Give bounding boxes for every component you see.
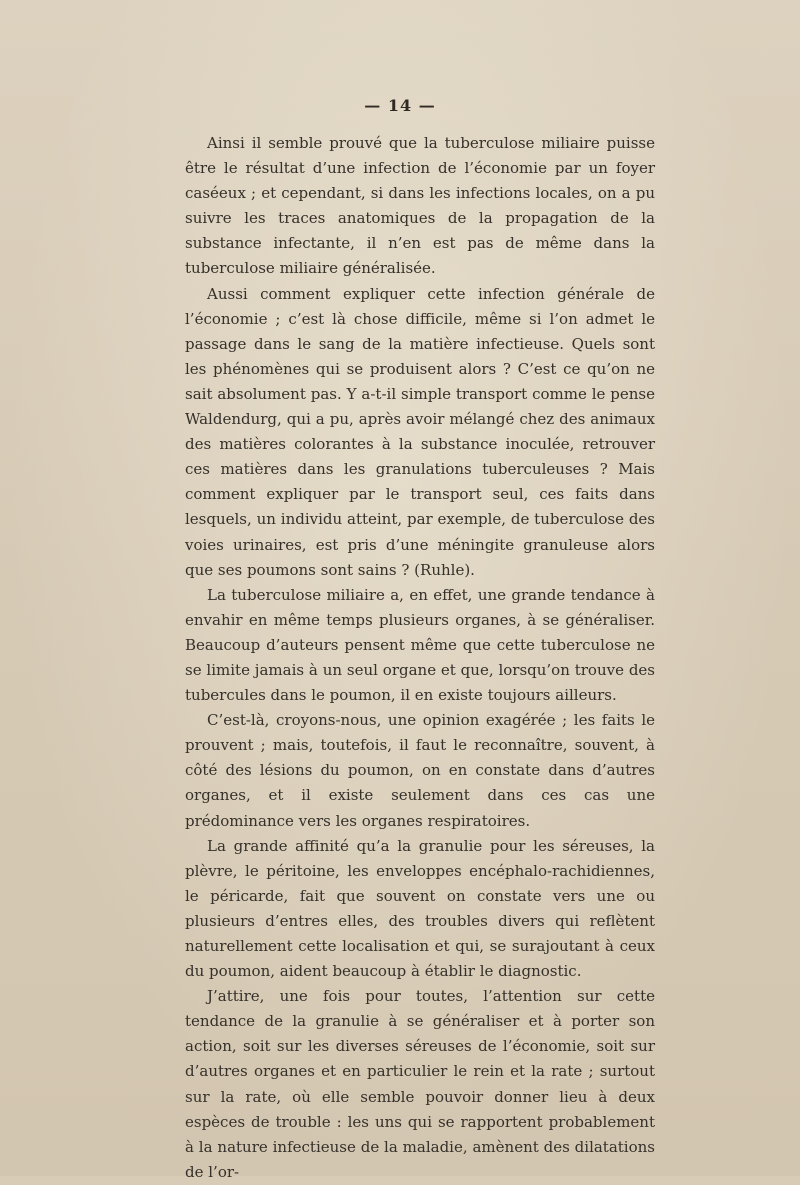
page-number: — 14 —	[364, 96, 436, 115]
paragraph-1: Ainsi il semble prouvé que la tuberculose miliaire puisse être le résultat d’une infection de l’économie par un foyer caséeux ; et cependant, si dans les infections locales, on a pu suivre les traces anatomiques de la propagation de la substance infectante, il n’en est pas de même dans la tuberculose miliaire généralisée.	[185, 134, 655, 278]
paragraph-4: C’est-là, croyons-nous, une opinion exagérée ; les faits le prouvent ; mais, toutefois, il faut le reconnaître, souvent, à côté des lésions du poumon, on en constate dans d’autres organes, et il existe seulement dans ces cas une prédominance vers les organes respiratoires.	[185, 711, 655, 830]
paragraph-3: La tuberculose miliaire a, en effet, une grande tendance à envahir en même temps plusieurs organes, à se généraliser. Beaucoup d’auteurs pensent même que cette tuberculose ne se limite jamais à un seul organe et que, lorsqu’on trouve des tubercules dans le poumon, il en existe toujours ailleurs.	[185, 585, 655, 705]
paragraph-2: Aussi comment expliquer cette infection générale de l’économie ; c’est là chose difficile, même si l’on admet le passage dans le sang de la matière infectieuse. Quels sont les phénomènes qui se produisent alors ? C’est ce qu’on ne sait absolument pas. Y a-t-il simple transport comme le pense Waldendurg, qui a pu, après avoir mélangé chez des animaux des matières colorantes à la substance inoculée, retrouver ces matières dans les granulations tuberculeuses ? Mais comment expliquer par le transport seul, ces faits dans lesquels, un individu atteint, par exemple, de tuberculose des voies urinaires, est pris d’une méningite granuleuse alors que ses poumons sont sains ? (Ruhle).	[185, 284, 655, 579]
paragraph-5: La grande affinité qu’a la granulie pour les séreuses, la plèvre, le péritoine, les enveloppes encéphalo-rachidiennes, le péricarde, fait que souvent on constate vers une ou plusieurs d’entres elles, des troubles divers qui reflètent naturellement cette localisation et qui, se surajoutant à ceux du poumon, aident beaucoup à établir le diagnostic.	[185, 836, 655, 981]
body-text	[185, 131, 655, 1185]
paragraph-6: J’attire, une fois pour toutes, l’attention sur cette tendance de la granulie à se généraliser et à porter son action, soit sur les diverses séreuses de l’économie, soit sur d’autres organes et en particulier le rein et la rate ; surtout sur la rate, où elle semble pouvoir donner lieu à deux espèces de trouble : les uns qui se rapportent probablement à la nature infectieuse de la maladie, amènent des dilatations de l’or-	[185, 987, 655, 1181]
